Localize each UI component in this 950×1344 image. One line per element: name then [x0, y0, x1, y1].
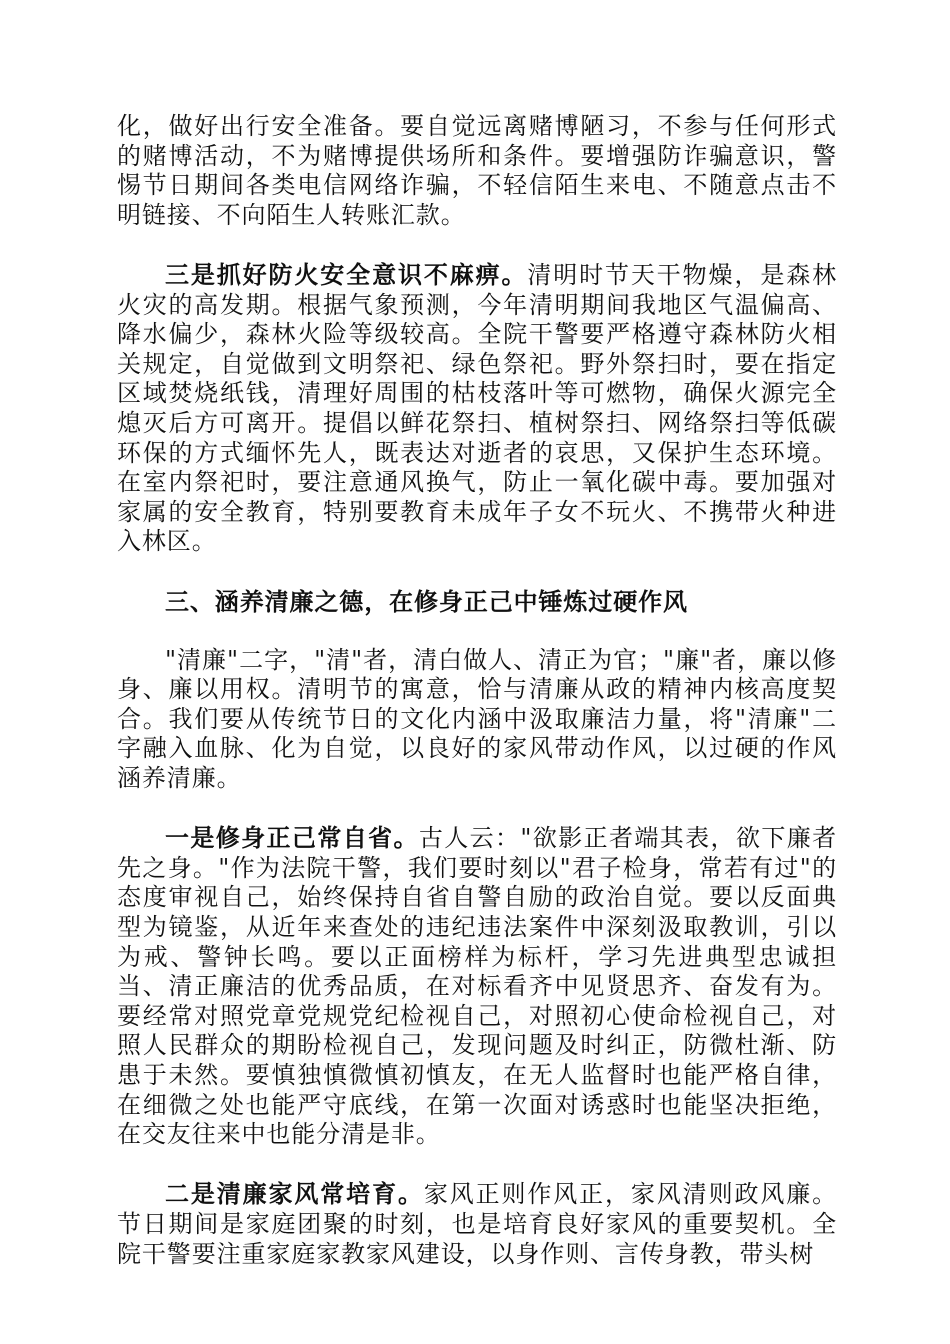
- section-heading: 三、涵养清廉之德，在修身正己中锤炼过硬作风: [165, 586, 688, 616]
- paragraph-self-cultivation: [117, 823, 837, 1150]
- paragraph-lead: 二是清廉家风常培育。: [165, 1179, 424, 1209]
- paragraph-integrity-intro: [117, 646, 837, 794]
- paragraph-text: 古人云："欲影正者端其表，欲下廉者先之身。"作为法院干警，我们要时刻以"君子检身，常若有过"的态度审视自己，始终保持自省自警自励的政治自觉。要以反面典型为镜鉴，从近年来查处的违纪违法案件中深刻汲取教训，引以为戒、警钟长鸣。要以正面榜样为标杆，学习先进典型忠诚担当、清正廉洁的优秀品质，在对标看齐中见贤思齐、奋发有为。要经常对照党章党规党纪检视自己，对照初心使命检视自己，对照人民群众的期盼检视自己，发现问题及时纠正，防微杜渐、防患于未然。要慎独慎微慎初慎友，在无人监督时也能严格自律，在细微之处也能严守底线，在第一次面对诱惑时也能坚决拒绝，在交友往来中也能分清是非。: [117, 824, 838, 1149]
- paragraph-text: "清廉"二字，"清"者，清白做人、清正为官；"廉"者，廉以修身、廉以用权。清明节的寓意，恰与清廉从政的精神内核高度契合。我们要从传统节日的文化内涵中汲取廉洁力量，将"清廉"二字融入血脉、化为自觉，以良好的家风带动作风，以过硬的作风涵养清廉。: [117, 645, 837, 793]
- paragraph-fire-safety: [117, 260, 837, 557]
- paragraph-lead: 一是修身正己常自省。: [165, 823, 419, 853]
- paragraph-text: 清明时节天干物燥，是森林火灾的高发期。根据气象预测，今年清明期间我地区气温偏高、降水偏少，森林火险等级较高。全院干警要严格遵守森林防火相关规定，自觉做到文明祭祀、绿色祭祀。野外祭扫时，要在指定区域焚烧纸钱，清理好周围的枯枝落叶等可燃物，确保火源完全熄灭后方可离开。提倡以鲜花祭扫、植树祭扫、网络祭扫等低碳环保的方式缅怀先人，既表达对逝者的哀思，又保护生态环境。在室内祭祀时，要注意通风换气，防止一氧化碳中毒。要加强对家属的安全教育，特别要教育未成年子女不玩火、不携带火种进入林区。: [117, 260, 837, 556]
- paragraph-lead: 三是抓好防火安全意识不麻痹。: [165, 259, 528, 289]
- paragraph-text: 化，做好出行安全准备。要自觉远离赌博陋习，不参与任何形式的赌博活动，不为赌博提供场所和条件。要增强防诈骗意识，警惕节日期间各类电信网络诈骗，不轻信陌生来电、不随意点击不明链接、不向陌生人转账汇款。: [117, 112, 837, 229]
- paragraph-family-values: [117, 1179, 837, 1269]
- document-page: [117, 112, 837, 1269]
- paragraph-travel-safety: [117, 112, 837, 230]
- paragraph-text: 家风正则作风正，家风清则政风廉。节日期间是家庭团聚的时刻，也是培育良好家风的重要契机。全院干警要注重家庭家教家风建设，以身作则、言传身教，带头树: [117, 1180, 837, 1268]
